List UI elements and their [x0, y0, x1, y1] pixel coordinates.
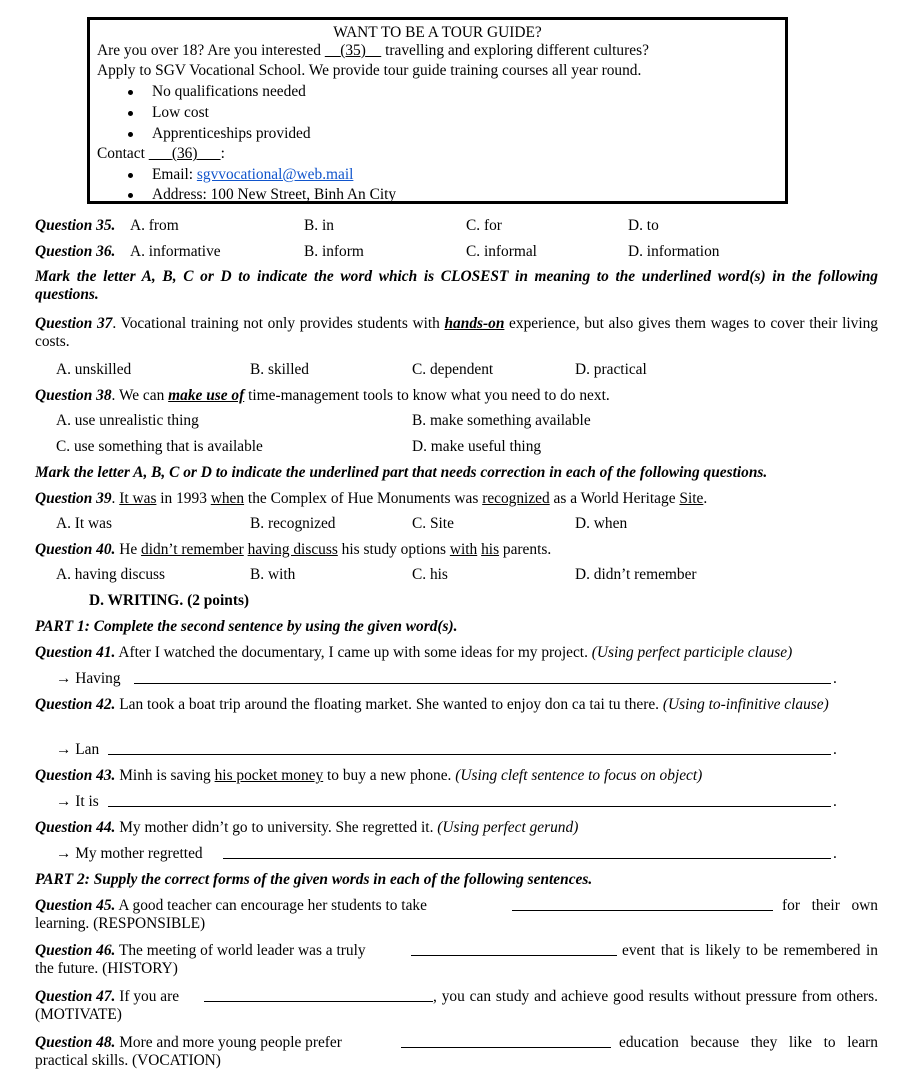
question-48: Question 48. More and more young people prefer [35, 1034, 342, 1051]
ad-title: WANT TO BE A TOUR GUIDE? [333, 24, 542, 41]
answer-42-line[interactable] [108, 741, 831, 755]
question-42: Question 42. Lan took a boat trip around the floating market. She wanted to enjoy don ca tai tu there. (Using to-infinitive clause) [35, 696, 829, 713]
underlined-word: hands-on [444, 315, 505, 332]
period: . [833, 845, 837, 862]
option-40-b[interactable]: B. with [250, 566, 296, 583]
instruction-correction: Mark the letter A, B, C or D to indicate the underlined part that needs correction in each of the following questions. [35, 464, 768, 481]
question-48-continued: education because they like to learn practical skills. (VOCATION) [35, 1034, 878, 1069]
blank-36[interactable]: (36) [171, 145, 198, 162]
part-2-heading: PART 2: Supply the correct forms of the given words in each of the following sentences. [35, 871, 593, 888]
option-37-a[interactable]: A. unskilled [56, 361, 132, 378]
option-37-c[interactable]: C. dependent [412, 361, 494, 378]
ad-email-item: Email: sgvvocational@web.mail [152, 166, 354, 183]
writing-section-heading: D. WRITING. (2 points) [89, 592, 250, 609]
underlined-word: make use of [168, 387, 245, 404]
option-38-b[interactable]: B. make something available [412, 412, 591, 429]
option-35-d[interactable]: D. to [628, 217, 659, 234]
question-44: Question 44. My mother didn’t go to university. She regretted it. (Using perfect gerund) [35, 819, 579, 836]
ad-contact-line: Contact (36) : [97, 145, 225, 162]
option-38-c[interactable]: C. use something that is available [56, 438, 263, 455]
question-35: Question 35. [35, 217, 116, 234]
option-40-d[interactable]: D. didn’t remember [575, 566, 697, 583]
option-38-a[interactable]: A. use unrealistic thing [56, 412, 199, 429]
question-45-continued: for their own learning. (RESPONSIBLE) [35, 897, 878, 932]
ad-line-1: Are you over 18? Are you interested (35) travelling and exploring different cultures? [97, 42, 649, 59]
question-39: Question 39. It was in 1993 when the Complex of Hue Monuments was recognized as a World Heritage Site. [35, 490, 708, 507]
blank-35[interactable]: (35) [340, 42, 366, 59]
option-35-c[interactable]: C. for [466, 217, 502, 234]
question-47: Question 47. If you are [35, 988, 180, 1005]
answer-44-line[interactable] [223, 845, 831, 859]
ad-line-2: Apply to SGV Vocational School. We provide tour guide training courses all year round. [97, 62, 642, 79]
part-1-heading: PART 1: Complete the second sentence by using the given word(s). [35, 618, 458, 635]
answer-41-start: → Having [56, 670, 121, 687]
question-36: Question 36. [35, 243, 116, 260]
ad-bullet-item: Low cost [152, 104, 209, 121]
email-link[interactable]: sgvvocational@web.mail [196, 166, 354, 183]
question-46: Question 46. The meeting of world leader was a truly [35, 942, 366, 959]
question-37: Question 37. Vocational training not only provides students with hands-on experience, but also gives them wages to cover their living costs. [35, 315, 878, 350]
answer-43-start: → It is [56, 793, 99, 810]
ad-bullet-item: Apprenticeships provided [152, 125, 311, 142]
option-36-a[interactable]: A. informative [130, 243, 221, 260]
option-36-b[interactable]: B. inform [304, 243, 364, 260]
option-39-c[interactable]: C. Site [412, 515, 454, 532]
question-43: Question 43. Minh is saving his pocket money to buy a new phone. (Using cleft sentence to focus on object) [35, 767, 703, 784]
question-46-continued: event that is likely to be remembered in the future. (HISTORY) [35, 942, 878, 977]
instruction-closest-meaning: Mark the letter A, B, C or D to indicate the word which is CLOSEST in meaning to the underlined word(s) in the following questions. [35, 268, 878, 303]
option-37-b[interactable]: B. skilled [250, 361, 309, 378]
ad-address-item: Address: 100 New Street, Binh An City [152, 186, 397, 203]
answer-42-start: → Lan [56, 741, 100, 758]
answer-43-line[interactable] [108, 793, 831, 807]
ad-bullet-item: No qualifications needed [152, 83, 306, 100]
question-40: Question 40. He didn’t remember having discuss his study options with his parents. [35, 541, 552, 558]
option-38-d[interactable]: D. make useful thing [412, 438, 542, 455]
question-38: Question 38. We can make use of time-management tools to know what you need to do next. [35, 387, 610, 404]
period: . [833, 793, 837, 810]
option-36-d[interactable]: D. information [628, 243, 720, 260]
tour-guide-ad-box [87, 17, 788, 204]
period: . [833, 670, 837, 687]
option-36-c[interactable]: C. informal [466, 243, 537, 260]
question-41: Question 41. After I watched the documentary, I came up with some ideas for my project. (Using perfect participle clause) [35, 644, 793, 661]
answer-44-start: → My mother regretted [56, 845, 203, 862]
option-35-b[interactable]: B. in [304, 217, 334, 234]
option-40-c[interactable]: C. his [412, 566, 448, 583]
question-47-continued: , you can study and achieve good results without pressure from others. (MOTIVATE) [35, 988, 878, 1023]
option-40-a[interactable]: A. having discuss [56, 566, 166, 583]
option-39-a[interactable]: A. It was [56, 515, 112, 532]
option-39-b[interactable]: B. recognized [250, 515, 336, 532]
question-45: Question 45. A good teacher can encourage her students to take [35, 897, 427, 914]
option-39-d[interactable]: D. when [575, 515, 628, 532]
option-37-d[interactable]: D. practical [575, 361, 647, 378]
answer-41-line[interactable] [134, 670, 831, 684]
period: . [833, 741, 837, 758]
option-35-a[interactable]: A. from [130, 217, 179, 234]
